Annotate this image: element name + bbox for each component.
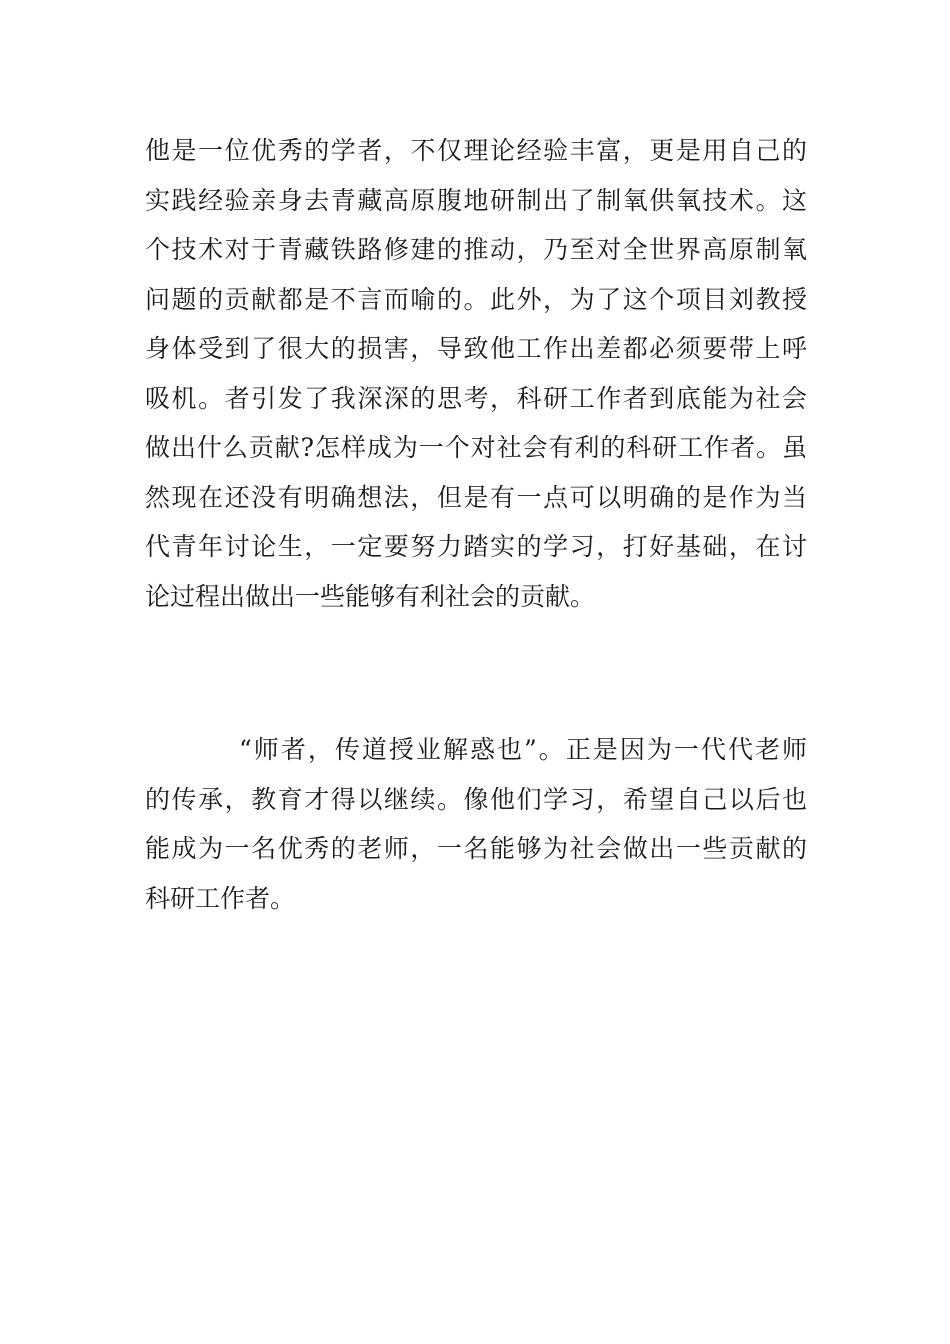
text-line: 吸机。者引发了我深深的思考，科研工作者到底能为社会 <box>145 383 807 413</box>
text-line: 然现在还没有明确想法，但是有一点可以明确的是作为当 <box>145 482 807 512</box>
text-line: 的传承，教育才得以继续。像他们学习，希望自己以后也 <box>145 784 807 814</box>
text-line: 问题的贡献都是不言而喻的。此外，为了这个项目刘教授 <box>145 284 807 314</box>
text-line: “师者，传道授业解惑也”。正是因为一代代老师 <box>239 735 807 764</box>
text-line: 论过程出做出一些能够有利社会的贡献。 <box>145 581 596 611</box>
paragraph-1 <box>145 126 807 621</box>
text-line: 科研工作者。 <box>145 883 296 913</box>
text-line: 个技术对于青藏铁路修建的推动，乃至对全世界高原制氧 <box>145 235 807 264</box>
paragraph-2 <box>145 725 807 923</box>
text-line: 做出什么贡献?怎样成为一个对社会有利的科研工作者。虽 <box>145 433 807 462</box>
text-line: 实践经验亲身去青藏高原腹地研制出了制氧供氧技术。这 <box>145 185 807 215</box>
text-line: 他是一位优秀的学者，不仅理论经验丰富，更是用自己的 <box>145 136 807 165</box>
text-line: 能成为一名优秀的老师，一名能够为社会做出一些贡献的 <box>145 834 807 863</box>
text-line: 代青年讨论生，一定要努力踏实的学习，打好基础，在讨 <box>145 532 807 561</box>
text-line: 身体受到了很大的损害，导致他工作出差都必须要带上呼 <box>145 334 807 363</box>
